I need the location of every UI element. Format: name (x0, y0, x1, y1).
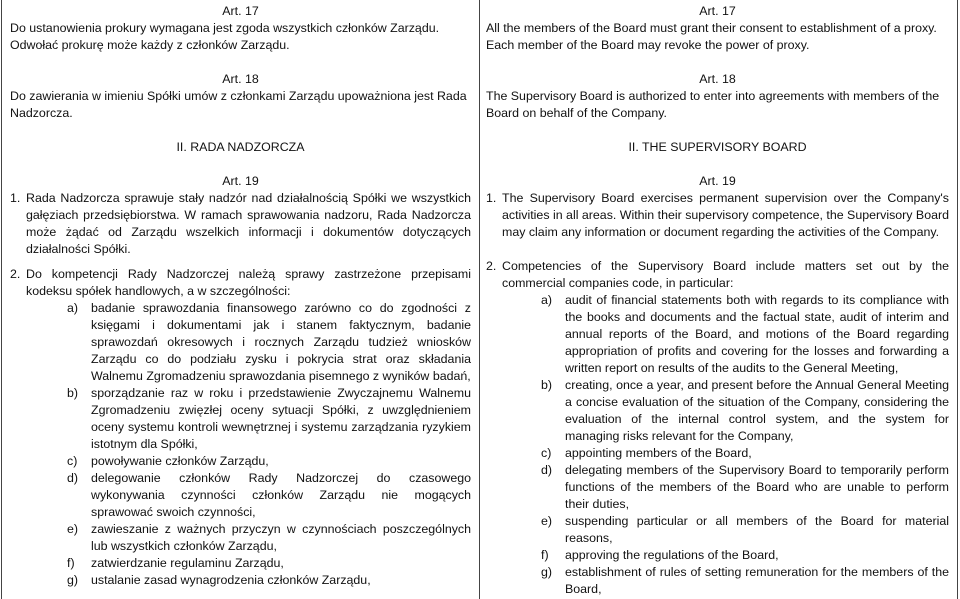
item-text: establishment of rules of setting remuneration for the members of the Board, (565, 565, 949, 596)
art18-text: The Supervisory Board is authorized to enter into agreements with members of the Board on behalf of the Company. (486, 89, 940, 120)
list-item (486, 445, 949, 462)
item-label: d) (67, 471, 79, 485)
art17-text-1: Do ustanowienia prokury wymagana jest zgoda wszystkich członków Zarządu. (10, 21, 440, 35)
item-text: powoływanie członków Zarządu, (91, 454, 269, 468)
competence-list (486, 292, 949, 598)
item-text: ustalanie zasad wynagrodzenia członków Zarządu, (91, 573, 371, 587)
art17-heading: Art. 17 (699, 4, 736, 18)
art19-paragraph-1 (10, 190, 471, 258)
paragraph-text: The Supervisory Board exercises permanent supervision over the Company's activities in all areas. Within their supervisory competence, the Supervisory Board may claim any information or document regarding the activities of the Company. (502, 191, 949, 239)
art19-paragraph-2 (10, 266, 471, 300)
item-label: f) (541, 548, 549, 562)
list-item (10, 572, 471, 589)
art18-text: Do zawierania w imieniu Spółki umów z członkami Zarządu upoważniona jest Rada Nadzorcza. (10, 89, 467, 120)
item-label: a) (67, 301, 79, 315)
paragraph-number: 2. (486, 259, 497, 273)
list-item (10, 555, 471, 572)
paragraph-text: Competencies of the Supervisory Board include matters set out by the commercial companies code, in particular: (502, 259, 949, 290)
art19-paragraph-2 (486, 258, 949, 292)
art17-text-2: Each member of the Board may revoke the power of proxy. (486, 38, 810, 52)
art19-heading: Art. 19 (699, 174, 736, 188)
art17-text-2: Odwołać prokurę może każdy z członków Zarządu. (10, 38, 290, 52)
item-label: e) (67, 522, 79, 536)
list-item (486, 377, 949, 445)
english-column (480, 0, 958, 599)
paragraph-number: 2. (10, 267, 21, 281)
paragraph-number: 1. (486, 191, 497, 205)
item-text: creating, once a year, and present before the Annual General Meeting a concise evaluation of the situation of the Company, considering the evaluation of the internal control system, and the system for managing risks relevant for the Company, (565, 378, 949, 443)
item-label: d) (541, 463, 553, 477)
list-item (10, 470, 471, 521)
item-text: approving the regulations of the Board, (565, 548, 779, 562)
item-text: zawieszanie z ważnych przyczyn w czynnościach poszczególnych lub wszystkich członków Zarządu, (91, 522, 471, 553)
item-text: audit of financial statements both with regards to its compliance with the books and documents and the factual state, audit of interim and annual reports of the Board, and motions of the Board regarding appropriation of profits and covering for the losses and forwarding a written report on results of the audits to the General Meeting, (565, 293, 949, 375)
competence-list (10, 300, 471, 589)
item-label: e) (541, 514, 553, 528)
item-label: g) (67, 573, 79, 587)
art18-heading: Art. 18 (222, 72, 259, 86)
item-text: delegating members of the Supervisory Board to temporarily perform functions of the members of the Board who are unable to perform their duties, (565, 463, 949, 511)
section-title: II. THE SUPERVISORY BOARD (628, 140, 807, 154)
item-label: c) (67, 454, 78, 468)
art19-heading: Art. 19 (222, 174, 259, 188)
list-item (486, 462, 949, 513)
art19-paragraph-1 (486, 190, 949, 241)
list-item (486, 564, 949, 598)
item-text: badanie sprawozdania finansowego zarówno co do zgodności z księgami i dokumentami jak i stanem faktycznym, badanie sprawozdań okresowych i rocznych Zarządu tudzież wniosków Zarządu co do podziału zysku i pokrycia strat oraz składania Walnemu Zgromadzeniu sprawozdania pisemnego z wyników badań, (91, 301, 471, 383)
item-label: a) (541, 293, 553, 307)
paragraph-text: Do kompetencji Rady Nadzorczej należą sprawy zastrzeżone przepisami kodeksu spółek handlowych, a w szczególności: (26, 267, 471, 298)
item-text: appointing members of the Board, (565, 446, 752, 460)
item-text: sporządzanie raz w roku i przedstawienie Zwyczajnemu Walnemu Zgromadzeniu zwięzłej oceny sytuacji Spółki, z uwzględnieniem oceny systemu kontroli wewnętrznej i systemu zarządzania ryzykiem istotnym dla Spółki, (91, 386, 471, 451)
item-label: f) (67, 556, 75, 570)
list-item (10, 521, 471, 555)
item-label: b) (67, 386, 79, 400)
list-item (486, 547, 949, 564)
item-label: c) (541, 446, 552, 460)
paragraph-text: Rada Nadzorcza sprawuje stały nadzór nad działalnością Spółki we wszystkich gałęziach przedsiębiorstwa. W ramach sprawowania nadzoru, Rada Nadzorcza może żądać od Zarządu wszelkich informacji i dokumentów dotyczących działalności Spółki. (26, 191, 471, 256)
item-text: delegowanie członków Rady Nadzorczej do czasowego wykonywania czynności członków Zarządu nie mogących sprawować swoich czynności, (91, 471, 471, 519)
list-item (10, 385, 471, 453)
list-item (10, 453, 471, 470)
polish-column (1, 0, 480, 599)
item-label: g) (541, 565, 553, 579)
paragraph-number: 1. (10, 191, 21, 205)
item-text: suspending particular or all members of the Board for material reasons, (565, 514, 949, 545)
item-label: b) (541, 378, 553, 392)
list-item (10, 300, 471, 385)
art17-heading: Art. 17 (222, 4, 259, 18)
art17-text-1: All the members of the Board must grant their consent to establishment of a proxy. (486, 21, 937, 35)
list-item (486, 292, 949, 377)
item-text: zatwierdzanie regulaminu Zarządu, (91, 556, 284, 570)
section-title: II. RADA NADZORCZA (176, 140, 305, 154)
list-item (486, 513, 949, 547)
art18-heading: Art. 18 (699, 72, 736, 86)
